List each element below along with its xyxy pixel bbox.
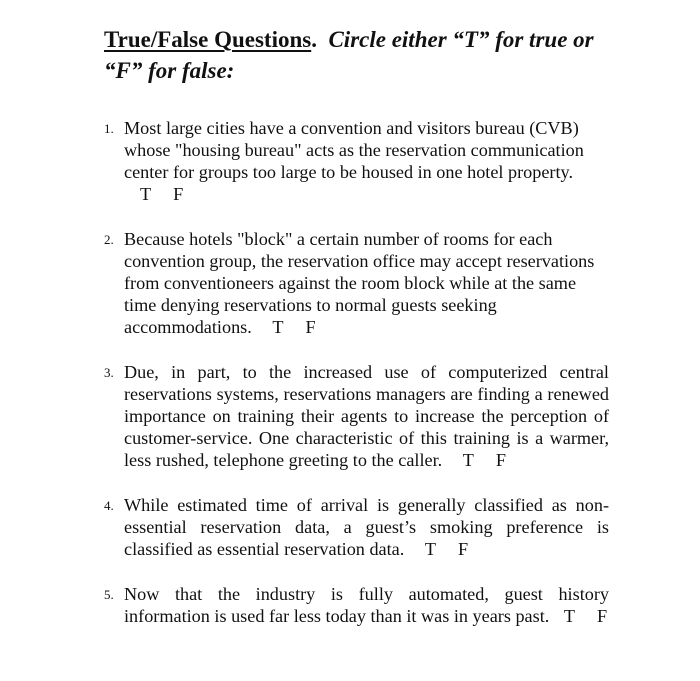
question-text: Due, in part, to the increased use of computerized central reservations systems, reservations managers are finding a renewed importance on training their agents to increase the perception of customer-service. One characteristic of this training is a warmer, less rushed, telephone greeting to the caller. (124, 362, 609, 470)
question-number: 1. (104, 121, 114, 136)
true-option[interactable]: T (424, 539, 436, 559)
false-option[interactable]: F (305, 317, 316, 337)
true-false-options (554, 605, 607, 627)
true-false-options (409, 538, 468, 560)
question-1 (104, 117, 609, 205)
question-text: While estimated time of arrival is generally classified as non-essential reservation data, a guest’s smoking preference is classified as essential reservation data. (124, 495, 609, 559)
false-option[interactable]: F (596, 606, 608, 626)
question-4 (104, 494, 609, 560)
heading-title: True/False Questions (104, 27, 312, 52)
false-option[interactable]: F (495, 450, 506, 470)
question-text: Now that the industry is fully automated, guest history information is used far less today than it was in years past. (124, 584, 609, 626)
question-3 (104, 361, 609, 471)
question-number: 5. (104, 587, 114, 602)
true-false-options (256, 316, 315, 338)
true-option[interactable]: T (140, 184, 152, 204)
true-false-options (124, 183, 183, 205)
heading-instructions: Circle either “T” for true or “F” for false: (104, 27, 594, 83)
true-option[interactable]: T (272, 317, 284, 337)
true-option[interactable]: T (563, 606, 575, 626)
question-text: Most large cities have a convention and visitors bureau (CVB) whose "housing bureau" acts as the reservation communication center for groups too large to be housed in one hotel property. (124, 118, 584, 182)
false-option[interactable]: F (173, 184, 184, 204)
question-text: Because hotels "block" a certain number of rooms for each convention group, the reservation office may accept reservations from conventioneers against the room block while at the same time denying reservations to normal guests seeking accommodations. (124, 229, 595, 337)
heading-period: . (311, 27, 317, 52)
question-number: 2. (104, 232, 114, 247)
false-option[interactable]: F (457, 539, 469, 559)
document (104, 24, 609, 627)
section-heading (104, 24, 609, 86)
question-2 (104, 228, 609, 338)
question-number: 3. (104, 365, 114, 380)
true-false-options (447, 449, 506, 471)
question-5 (104, 583, 609, 627)
question-number: 4. (104, 498, 114, 513)
true-option[interactable]: T (462, 450, 474, 470)
